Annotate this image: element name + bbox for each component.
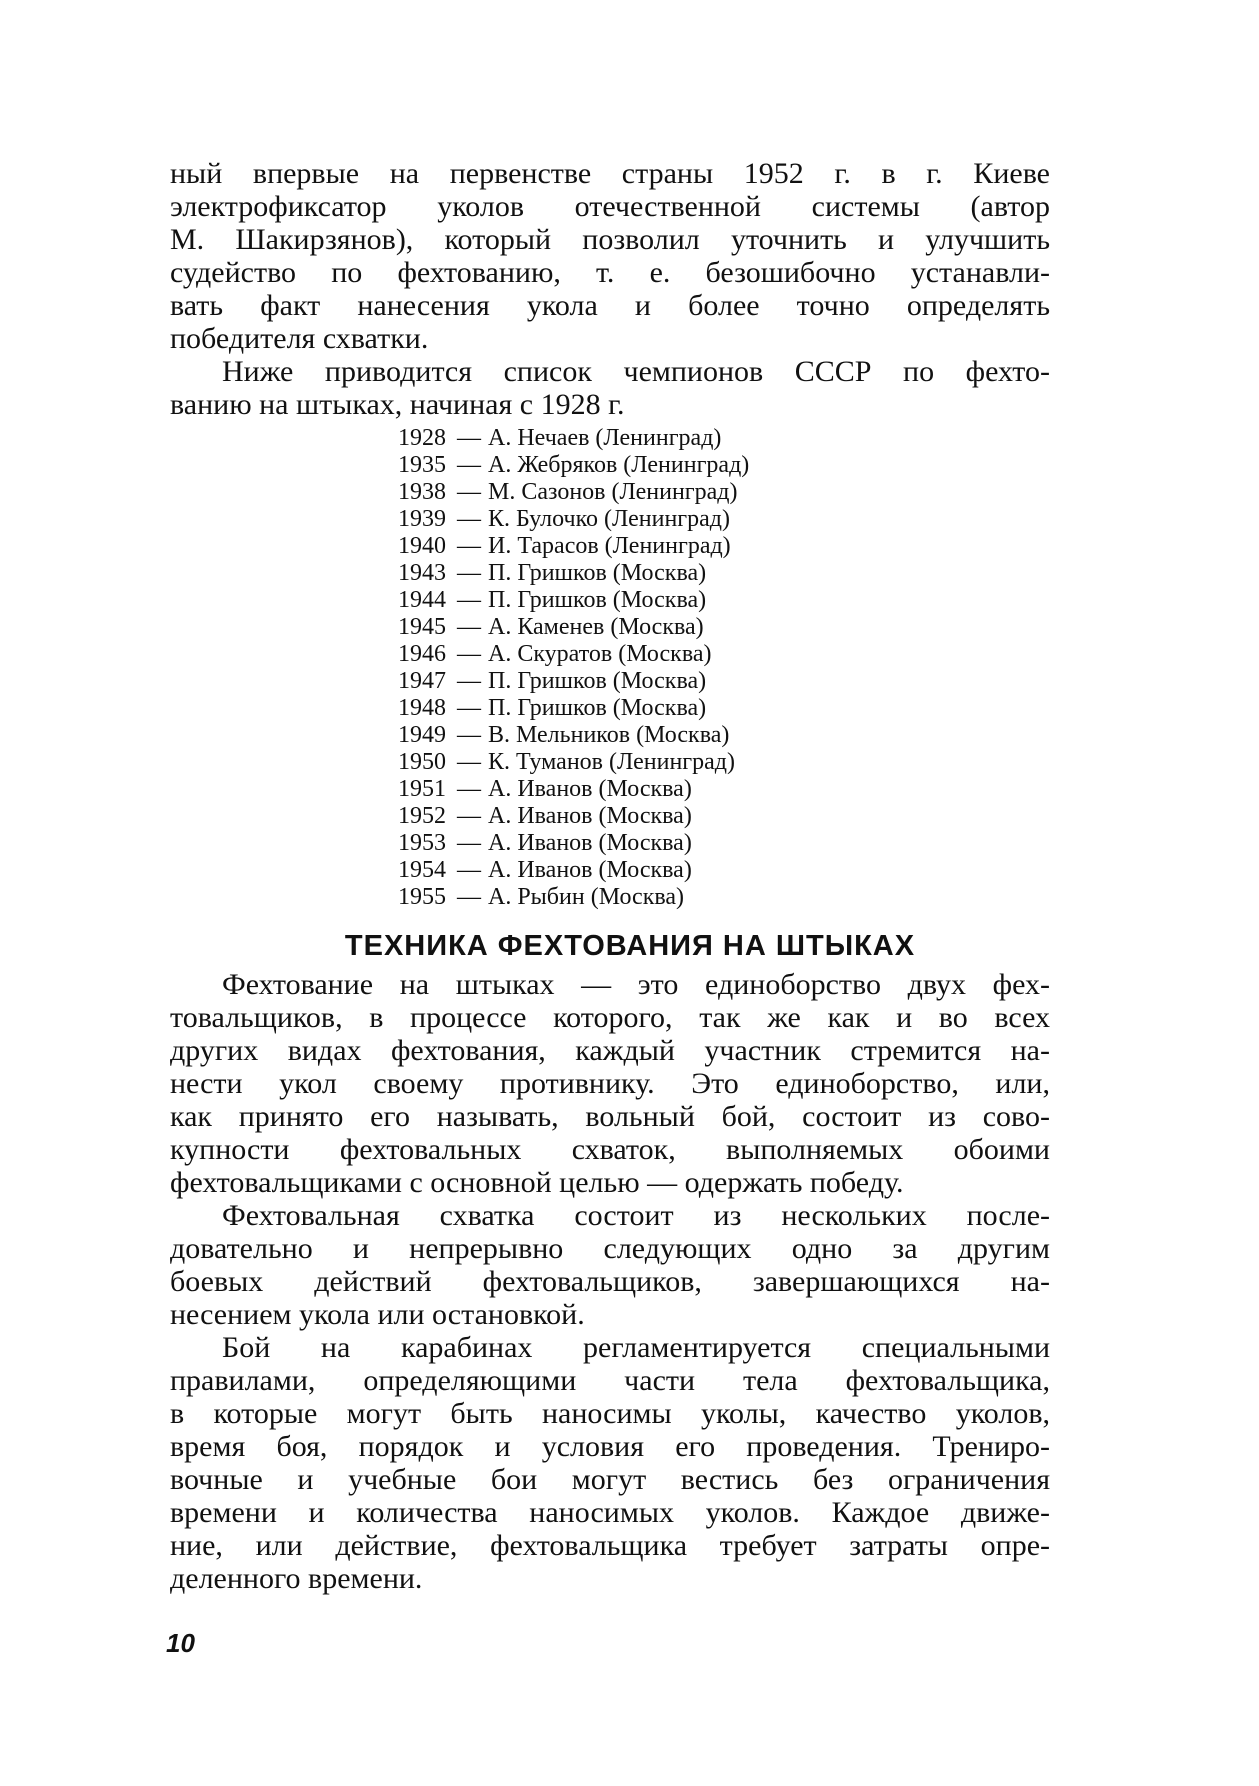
champion-year: 1948 [398,695,446,721]
text-line: ние, или действие, фехтовальщика требует затраты опре- [170,1529,1050,1562]
champion-name: А. Иванов (Москва) [488,857,692,883]
champion-entry [398,857,818,884]
champion-year: 1955 [398,884,446,910]
text-line: довательно и непрерывно следующих одно за другим [170,1232,1050,1265]
champion-name: П. Гришков (Москва) [488,668,707,694]
champion-entry [398,560,818,587]
paragraph-rules [170,1331,1050,1595]
champion-name: П. Гришков (Москва) [488,587,707,613]
champion-name: А. Нечаев (Ленинград) [488,425,722,451]
text-line: несением укола или остановкой. [170,1298,585,1331]
champion-year: 1947 [398,668,446,694]
text-line: Бой на карабинах регламентируется специальными [222,1331,1050,1364]
champion-entry [398,776,818,803]
champion-year: 1940 [398,533,446,559]
champion-year: 1952 [398,803,446,829]
champion-name: А. Рыбин (Москва) [488,884,685,910]
champion-entry [398,506,818,533]
champion-dash: — [457,560,481,586]
champion-name: А. Каменев (Москва) [488,614,704,640]
champion-dash: — [457,776,481,802]
champion-dash: — [457,695,481,721]
champion-dash: — [457,452,481,478]
champion-dash: — [457,641,481,667]
champion-year: 1943 [398,560,446,586]
champion-entry [398,884,818,911]
champion-entry [398,722,818,749]
champion-dash: — [457,722,481,748]
champion-year: 1950 [398,749,446,775]
champion-entry [398,830,818,857]
champion-entry [398,533,818,560]
section-heading: ТЕХНИКА ФЕХТОВАНИЯ НА ШТЫКАХ [344,930,916,962]
champion-dash: — [457,533,481,559]
champion-entry [398,668,818,695]
champion-entry [398,695,818,722]
text-line: вочные и учебные бои могут вестись без ограничения [170,1463,1050,1496]
text-line: ный впервые на первенстве страны 1952 г. в г. Киеве [170,157,1050,190]
text-line: нести укол своему противнику. Это единоборство, или, [170,1067,1050,1100]
champion-name: А. Скуратов (Москва) [488,641,712,667]
paragraph-intro [170,157,1050,355]
text-line: победителя схватки. [170,322,429,355]
text-line: в которые могут быть наносимы уколы, качество уколов, [170,1397,1050,1430]
text-line: Фехтование на штыках — это единоборство двух фех- [222,968,1050,1001]
champion-entry [398,425,818,452]
paragraph-bout [170,1199,1050,1331]
text-line: деленного времени. [170,1562,423,1595]
text-line: вать факт нанесения укола и более точно определять [170,289,1050,322]
champion-entry [398,587,818,614]
champion-dash: — [457,587,481,613]
champion-dash: — [457,614,481,640]
champion-year: 1938 [398,479,446,505]
champion-entry [398,803,818,830]
champion-entry [398,641,818,668]
text-line: М. Шакирзянов), который позволил уточнить и улучшить [170,223,1050,256]
champion-dash: — [457,749,481,775]
champion-year: 1954 [398,857,446,883]
text-line: как принято его называть, вольный бой, состоит из сово- [170,1100,1050,1133]
text-line: фехтовальщиками с основной целью — одержать победу. [170,1166,904,1199]
paragraph-list-intro [170,355,1050,421]
champion-year: 1935 [398,452,446,478]
text-line: электрофиксатор уколов отечественной системы (автор [170,190,1050,223]
text-line: правилами, определяющими части тела фехтовальщика, [170,1364,1050,1397]
text-line: боевых действий фехтовальщиков, завершающихся на- [170,1265,1050,1298]
text-line: время боя, порядок и условия его проведения. Трениро- [170,1430,1050,1463]
champion-name: П. Гришков (Москва) [488,695,707,721]
champion-year: 1949 [398,722,446,748]
text-line: судейство по фехтованию, т. е. безошибочно устанавли- [170,256,1050,289]
champion-dash: — [457,506,481,532]
champion-dash: — [457,668,481,694]
text-line: товальщиков, в процессе которого, так же как и во всех [170,1001,1050,1034]
champion-name: К. Булочко (Ленинград) [488,506,730,532]
champion-name: П. Гришков (Москва) [488,560,707,586]
paragraph-definition [170,968,1050,1199]
champion-dash: — [457,425,481,451]
champion-name: К. Туманов (Ленинград) [488,749,735,775]
champion-dash: — [457,830,481,856]
champions-list [398,425,818,911]
champion-entry [398,479,818,506]
page-number: 10 [166,1628,195,1658]
champion-year: 1928 [398,425,446,451]
text-line: других видах фехтования, каждый участник стремится на- [170,1034,1050,1067]
champion-dash: — [457,479,481,505]
champion-name: А. Иванов (Москва) [488,830,692,856]
champion-name: А. Иванов (Москва) [488,803,692,829]
champion-entry [398,452,818,479]
champion-year: 1953 [398,830,446,856]
champion-dash: — [457,803,481,829]
champion-entry [398,749,818,776]
champion-name: И. Тарасов (Ленинград) [488,533,731,559]
champion-year: 1939 [398,506,446,532]
champion-entry [398,614,818,641]
text-line: ванию на штыках, начиная с 1928 г. [170,388,625,421]
text-line: купности фехтовальных схваток, выполняемых обоими [170,1133,1050,1166]
champion-year: 1946 [398,641,446,667]
text-line: времени и количества наносимых уколов. Каждое движе- [170,1496,1050,1529]
champion-year: 1951 [398,776,446,802]
champion-year: 1944 [398,587,446,613]
text-line: Фехтовальная схватка состоит из нескольких после- [222,1199,1050,1232]
champion-name: А. Иванов (Москва) [488,776,692,802]
champion-dash: — [457,857,481,883]
text-line: Ниже приводится список чемпионов СССР по фехто- [222,355,1050,388]
champion-year: 1945 [398,614,446,640]
champion-dash: — [457,884,481,910]
champion-name: М. Сазонов (Ленинград) [488,479,738,505]
champion-name: В. Мельников (Москва) [488,722,730,748]
champion-name: А. Жебряков (Ленинград) [488,452,750,478]
